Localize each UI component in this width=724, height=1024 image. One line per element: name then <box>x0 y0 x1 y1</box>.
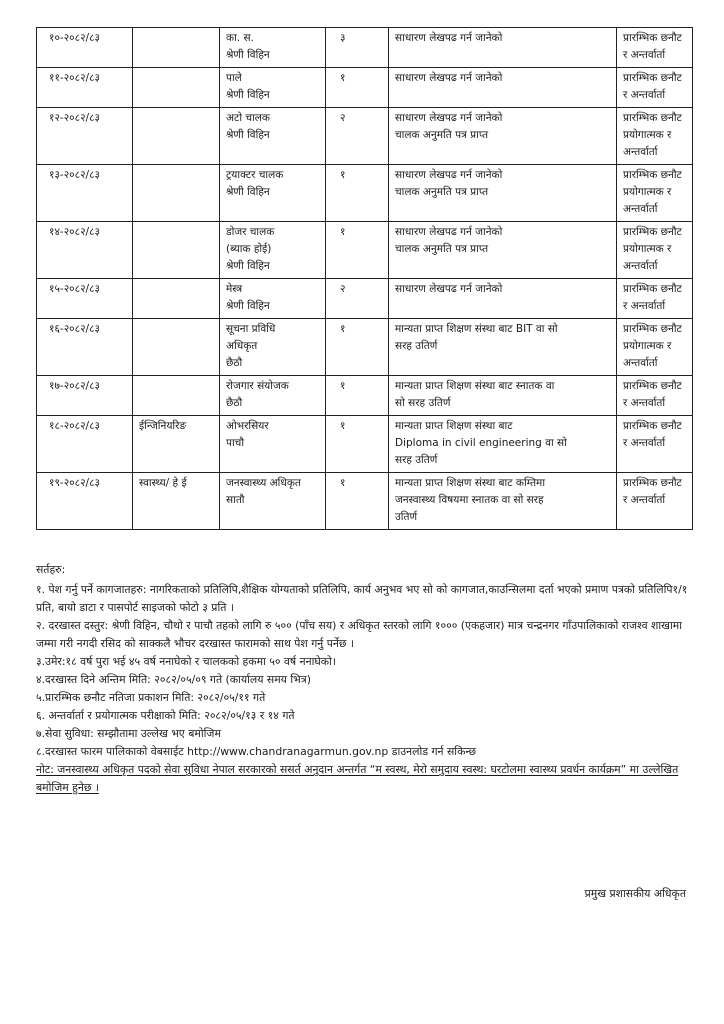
selection-method-cell-line: र अन्तर्वार्ता <box>623 49 666 61</box>
selection-method-cell-line: प्रारम्भिक छनौट <box>623 380 682 392</box>
post-level-cell <box>220 108 326 165</box>
advertisement-code-cell: १६-२०८२/८३ <box>37 319 133 376</box>
qualification-cell-line: मान्यता प्राप्त शिक्षण संस्था बाट स्नातक वा <box>395 380 555 392</box>
post-count-cell: १ <box>326 165 389 222</box>
qualification-cell-line: साधारण लेखपढ गर्न जानेको <box>395 169 503 181</box>
signature-title: प्रमुख प्रशासकीय अधिकृत <box>584 887 686 900</box>
selection-method-cell-line: प्रयोगात्मक र <box>623 186 672 198</box>
post-level-cell-line: पाचौ <box>226 437 245 449</box>
selection-method-cell-line: प्रारम्भिक छनौट <box>623 477 682 489</box>
qualification-cell-line: चालक अनुमति पत्र प्राप्त <box>395 129 489 141</box>
post-level-cell <box>220 165 326 222</box>
qualification-cell-line: साधारण लेखपढ गर्न जानेको <box>395 112 503 124</box>
selection-method-cell <box>617 222 693 279</box>
advertisement-code-cell: १४-२०८२/८३ <box>37 222 133 279</box>
post-level-cell-line: ओभरसियर <box>226 420 269 432</box>
post-level-cell-line: जनस्वास्थ्य अधिकृत <box>226 477 301 489</box>
post-count-cell: १ <box>326 376 389 416</box>
post-level-cell-line: रोजगार संयोजक <box>226 380 289 392</box>
selection-method-cell-line: प्रयोगात्मक र <box>623 243 672 255</box>
post-level-cell-line: मेस्त्र <box>226 283 243 295</box>
qualification-cell-line: मान्यता प्राप्त शिक्षण संस्था बाट BIT वा सो <box>395 323 558 335</box>
post-level-cell-line: (ब्याक होई) <box>226 243 272 255</box>
selection-method-cell-line: प्रारम्भिक छनौट <box>623 72 682 84</box>
selection-method-cell <box>617 108 693 165</box>
post-level-cell-line: श्रेणी विहिन <box>226 129 270 141</box>
qualification-cell-line: साधारण लेखपढ गर्न जानेको <box>395 226 503 238</box>
advertisement-code-cell: १९-२०८२/८३ <box>37 473 133 530</box>
vacancy-row <box>37 165 693 222</box>
post-level-cell-line: श्रेणी विहिन <box>226 300 270 312</box>
selection-method-cell <box>617 165 693 222</box>
post-level-cell-line: श्रेणी विहिन <box>226 260 270 272</box>
qualification-cell-line: मान्यता प्राप्त शिक्षण संस्था बाट कम्तिमा <box>395 477 546 489</box>
post-level-cell-line: अधिकृत <box>226 340 258 352</box>
term-item: ५.प्रारम्भिक छनौट नतिजा प्रकाशन मिति: २०८२/०५/११ गते <box>36 691 266 704</box>
selection-method-cell-line: प्रारम्भिक छनौट <box>623 112 682 124</box>
selection-method-cell <box>617 28 693 68</box>
health-officer-note: नोट: जनस्वास्थ्य अधिकृत पदको सेवा सुविधा नेपाल सरकारको ससर्त अनुदान अन्तर्गत “म स्वस्थ, मेरो समुदाय स्वस्थ: घरटोलमा स्वास्थ्य प्रवर्धन कार्यक्रम” मा उल्लेखित बमोजिम हुनेछ । <box>36 763 679 794</box>
post-level-cell-line: श्रेणी विहिन <box>226 49 270 61</box>
post-count-cell: १ <box>326 319 389 376</box>
vacancy-row <box>37 376 693 416</box>
service-group-cell <box>133 165 220 222</box>
term-item: ८.दरखास्त फारम पालिकाको वेबसाईट http://www.chandranagarmun.gov.np डाउनलोड गर्न सकिन्छ <box>36 745 477 758</box>
selection-method-cell <box>617 416 693 473</box>
selection-method-cell-line: र अन्तर्वार्ता <box>623 397 666 409</box>
selection-method-cell <box>617 473 693 530</box>
qualification-cell-line: Diploma in civil engineering वा सो <box>395 437 567 449</box>
post-count-cell: ३ <box>326 28 389 68</box>
term-item: ६. अन्तर्वार्ता र प्रयोगात्मक परीक्षाको मिति: २०८२/०५/१३ र १४ गते <box>36 709 295 722</box>
post-level-cell-line: अटो चालक <box>226 112 270 124</box>
post-count-cell: २ <box>326 108 389 165</box>
selection-method-cell-line: र अन्तर्वार्ता <box>623 89 666 101</box>
post-level-cell <box>220 376 326 416</box>
advertisement-code-cell: १८-२०८२/८३ <box>37 416 133 473</box>
advertisement-code-cell: ११-२०८२/८३ <box>37 68 133 108</box>
post-level-cell-line: सूचना प्रविधि <box>226 323 276 335</box>
selection-method-cell <box>617 319 693 376</box>
selection-method-cell-line: अन्तर्वार्ता <box>623 260 658 272</box>
post-level-cell-line: पाले <box>226 72 242 84</box>
vacancy-row <box>37 279 693 319</box>
service-group-cell <box>133 68 220 108</box>
post-level-cell-line: छैठौ <box>226 357 243 369</box>
selection-method-cell-line: प्रारम्भिक छनौट <box>623 323 682 335</box>
advertisement-code-cell: १३-२०८२/८३ <box>37 165 133 222</box>
post-level-cell <box>220 279 326 319</box>
post-level-cell-line: ट्रयाक्टर चालक <box>226 169 284 181</box>
term-item: २. दरखास्त दस्तुर: श्रेणी विहिन, चौथो र पाचौ तहको लागि रु ५०० (पाँच सय) र अधिकृत स्तरको लागि १००० (एकहजार) मात्र चन्द्रनगर गाँउपालिकाको राजश्व शाखामा जम्मा गरी नगदी रसिद को साक्कलै भौचर दरखास्त फारामको साथ पेश गर्नु पर्नेछ । <box>36 619 683 650</box>
qualification-cell <box>389 279 617 319</box>
selection-method-cell-line: र अन्तर्वार्ता <box>623 437 666 449</box>
selection-method-cell-line: प्रारम्भिक छनौट <box>623 169 682 181</box>
post-count-cell: २ <box>326 279 389 319</box>
qualification-cell <box>389 165 617 222</box>
vacancy-row <box>37 68 693 108</box>
vacancy-table <box>36 27 693 530</box>
selection-method-cell <box>617 376 693 416</box>
vacancy-row <box>37 108 693 165</box>
post-count-cell: १ <box>326 68 389 108</box>
post-count-cell: १ <box>326 222 389 279</box>
selection-method-cell-line: प्रारम्भिक छनौट <box>623 32 682 44</box>
term-item: १. पेश गर्नु पर्ने कागजातहरु: नागरिकताको प्रतिलिपि,शैक्षिक योग्यताको प्रतिलिपि, कार्य अनुभव भए सो को कागजात,काउन्सिलमा दर्ता भएको प्रमाण पत्रको प्रतिलिपि१/१ प्रति, बायो डाटा र पासपोर्ट साइजको फोटो ३ प्रति । <box>36 583 688 614</box>
service-group-cell <box>133 376 220 416</box>
qualification-cell-line: चालक अनुमति पत्र प्राप्त <box>395 186 489 198</box>
advertisement-code-cell: १७-२०८२/८३ <box>37 376 133 416</box>
vacancy-row <box>37 319 693 376</box>
selection-method-cell <box>617 68 693 108</box>
qualification-cell-line: उतिर्ण <box>395 511 418 523</box>
vacancy-row <box>37 28 693 68</box>
post-level-cell-line: श्रेणी विहिन <box>226 89 270 101</box>
term-item: ७.सेवा सुविधा: सम्झौतामा उल्लेख भए बमोजिम <box>36 727 221 740</box>
qualification-cell-line: मान्यता प्राप्त शिक्षण संस्था बाट <box>395 420 513 432</box>
selection-method-cell-line: प्रारम्भिक छनौट <box>623 420 682 432</box>
post-level-cell-line: का. स. <box>226 32 254 44</box>
qualification-cell-line: चालक अनुमति पत्र प्राप्त <box>395 243 489 255</box>
post-level-cell <box>220 222 326 279</box>
qualification-cell-line: साधारण लेखपढ गर्न जानेको <box>395 32 503 44</box>
qualification-cell <box>389 473 617 530</box>
post-level-cell <box>220 319 326 376</box>
post-count-cell: १ <box>326 473 389 530</box>
selection-method-cell-line: प्रयोगात्मक र <box>623 340 672 352</box>
selection-method-cell-line: र अन्तर्वार्ता <box>623 494 666 506</box>
qualification-cell-line: सो सरह उतिर्ण <box>395 397 451 409</box>
post-level-cell-line: श्रेणी विहिन <box>226 186 270 198</box>
qualification-cell <box>389 68 617 108</box>
terms-section <box>36 561 696 797</box>
selection-method-cell <box>617 279 693 319</box>
post-level-cell-line: सातौ <box>226 494 245 506</box>
advertisement-code-cell: १५-२०८२/८३ <box>37 279 133 319</box>
qualification-cell-line: सरह उतिर्ण <box>395 340 438 352</box>
qualification-cell <box>389 222 617 279</box>
qualification-cell-line: जनस्वास्थ्य विषयमा स्नातक वा सो सरह <box>395 494 544 506</box>
selection-method-cell-line: प्रयोगात्मक र <box>623 129 672 141</box>
post-level-cell <box>220 28 326 68</box>
selection-method-cell-line: अन्तर्वार्ता <box>623 357 658 369</box>
qualification-cell-line: सरह उतिर्ण <box>395 454 438 466</box>
selection-method-cell-line: प्रारम्भिक छनौट <box>623 226 682 238</box>
term-item: ४.दरखास्त दिने अन्तिम मिति: २०८२/०५/०९ गते (कार्यालय समय भित्र) <box>36 673 311 686</box>
service-group-cell <box>133 108 220 165</box>
qualification-cell <box>389 319 617 376</box>
service-group-cell: स्वास्थ्य/ हे ई <box>133 473 220 530</box>
terms-heading: सर्तहरु: <box>36 563 66 576</box>
selection-method-cell-line: प्रारम्भिक छनौट <box>623 283 682 295</box>
qualification-cell-line: साधारण लेखपढ गर्न जानेको <box>395 283 503 295</box>
service-group-cell <box>133 319 220 376</box>
post-level-cell <box>220 416 326 473</box>
post-level-cell <box>220 68 326 108</box>
advertisement-code-cell: १२-२०८२/८३ <box>37 108 133 165</box>
qualification-cell <box>389 416 617 473</box>
post-count-cell: १ <box>326 416 389 473</box>
selection-method-cell-line: अन्तर्वार्ता <box>623 203 658 215</box>
vacancy-row <box>37 416 693 473</box>
vacancy-row <box>37 222 693 279</box>
post-level-cell <box>220 473 326 530</box>
advertisement-code-cell: १०-२०८२/८३ <box>37 28 133 68</box>
vacancy-row <box>37 473 693 530</box>
post-level-cell-line: छैठौ <box>226 397 243 409</box>
selection-method-cell-line: अन्तर्वार्ता <box>623 146 658 158</box>
qualification-cell <box>389 108 617 165</box>
post-level-cell-line: डोजर चालक <box>226 226 275 238</box>
service-group-cell: ईन्जिनियरिङ <box>133 416 220 473</box>
qualification-cell-line: साधारण लेखपढ गर्न जानेको <box>395 72 503 84</box>
term-item: ३.उमेर:१८ वर्ष पुरा भई ४५ वर्ष ननाघेको र चालकको हकमा ५० वर्ष ननाघेको। <box>36 655 336 668</box>
qualification-cell <box>389 376 617 416</box>
service-group-cell <box>133 279 220 319</box>
selection-method-cell-line: र अन्तर्वार्ता <box>623 300 666 312</box>
vacancy-table-body <box>37 28 693 530</box>
service-group-cell <box>133 222 220 279</box>
qualification-cell <box>389 28 617 68</box>
service-group-cell <box>133 28 220 68</box>
